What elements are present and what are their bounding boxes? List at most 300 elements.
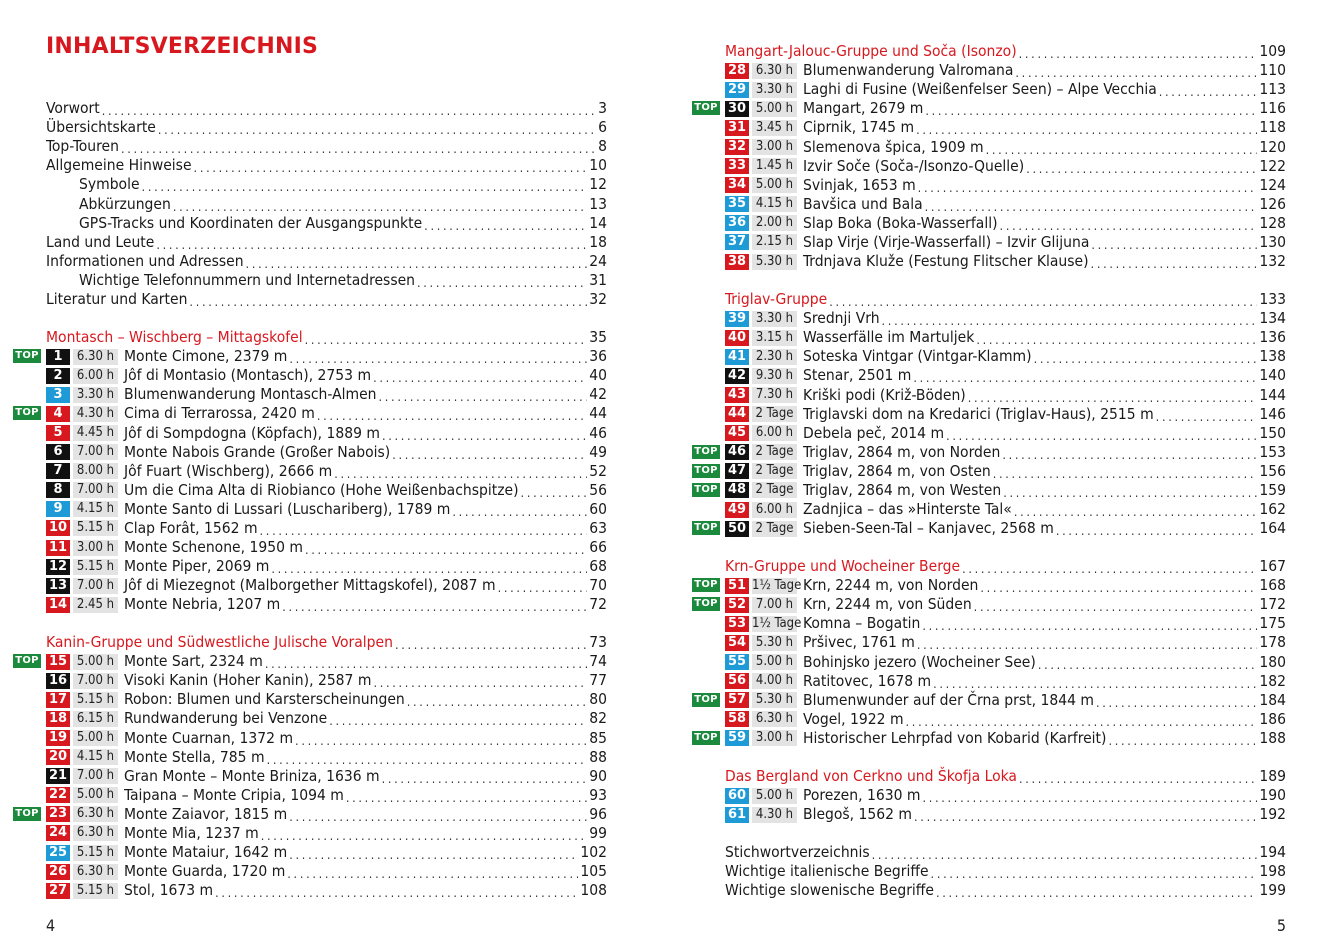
section-mangart <box>694 42 1286 271</box>
toc-entry[interactable] <box>46 233 607 252</box>
tour-page: 80 <box>589 690 607 709</box>
tour-entry[interactable] <box>725 366 1286 385</box>
tour-duration: 2.30 h <box>752 349 797 365</box>
tour-page: 122 <box>1259 156 1286 175</box>
tour-entry[interactable] <box>46 557 607 576</box>
top-tour-badge: TOP <box>13 654 41 668</box>
tour-name: Bohinjsko jezero (Wocheiner See) <box>803 652 1036 671</box>
tour-entry[interactable] <box>725 405 1286 424</box>
tour-number-badge: 37 <box>725 234 749 250</box>
tour-duration: 5.00 h <box>73 654 118 670</box>
tour-name: Ciprnik, 1745 m <box>803 118 915 137</box>
tour-duration: 5.30 h <box>752 254 797 270</box>
entry-page: 12 <box>589 175 607 194</box>
tour-entry[interactable] <box>725 118 1286 137</box>
tour-entry[interactable] <box>46 366 607 385</box>
tour-duration: 4.15 h <box>752 196 797 212</box>
tour-entry[interactable] <box>46 690 607 709</box>
toc-entry[interactable] <box>46 118 607 137</box>
tour-number-badge: 35 <box>725 196 749 212</box>
leader-dots <box>189 294 587 309</box>
tour-entry[interactable] <box>725 137 1286 156</box>
tour-page: 70 <box>589 576 607 595</box>
tour-duration: 3.00 h <box>752 139 797 155</box>
tour-entry[interactable] <box>694 480 1286 500</box>
tour-number-badge: 33 <box>725 158 749 174</box>
entry-title: GPS-Tracks und Koordinaten der Ausgangspunkte <box>79 213 423 232</box>
leader-dots <box>261 828 588 843</box>
tour-duration: 3.45 h <box>752 120 797 136</box>
tour-number-badge: 42 <box>725 368 749 384</box>
tour-page: 110 <box>1259 61 1286 80</box>
leader-dots <box>933 676 1257 691</box>
tour-entry[interactable] <box>694 595 1286 614</box>
tour-duration: 7.30 h <box>752 387 797 403</box>
tour-duration: 6.00 h <box>752 425 797 441</box>
tour-entry[interactable] <box>46 576 607 595</box>
tour-entry[interactable] <box>46 519 607 538</box>
entry-title: Informationen und Adressen <box>46 251 244 270</box>
leader-dots <box>936 885 1257 900</box>
tour-number-badge: 54 <box>725 635 749 651</box>
leader-dots <box>271 561 587 576</box>
tour-name: Clap Forât, 1562 m <box>124 518 258 537</box>
toc-entry[interactable] <box>725 881 1286 900</box>
tour-duration: 4.30 h <box>752 807 797 823</box>
tour-duration: 5.15 h <box>73 883 118 899</box>
tour-duration: 5.15 h <box>73 520 118 536</box>
tour-page: 146 <box>1259 404 1286 423</box>
tour-entry[interactable] <box>46 671 607 690</box>
entry-title: Literatur und Karten <box>46 289 188 308</box>
toc-entry[interactable] <box>46 99 607 118</box>
leader-dots <box>872 847 1258 862</box>
tour-name: Vogel, 1922 m <box>803 709 904 728</box>
leader-dots <box>379 389 588 404</box>
tour-number-badge: 30 <box>725 101 749 117</box>
tour-duration: 4.30 h <box>73 406 118 422</box>
section-heading[interactable] <box>725 42 1286 61</box>
tour-number-badge: 15 <box>46 654 70 670</box>
tour-duration: 1½ Tage <box>752 615 802 631</box>
tour-name: Slap Boka (Boka-Wasserfall) <box>803 213 998 232</box>
tour-entry[interactable] <box>46 767 607 786</box>
toc-entry[interactable] <box>46 194 607 213</box>
tour-page: 82 <box>589 709 607 728</box>
section-heading[interactable] <box>725 557 1286 576</box>
tour-duration: 8.00 h <box>73 463 118 479</box>
tour-page: 56 <box>589 480 607 499</box>
tour-number-badge: 44 <box>725 406 749 422</box>
leader-dots <box>121 141 596 156</box>
tour-duration: 7.00 h <box>73 768 118 784</box>
tour-page: 124 <box>1259 175 1286 194</box>
section-cerkno <box>725 767 1286 824</box>
tour-duration: 7.00 h <box>73 482 118 498</box>
leader-dots <box>373 370 587 385</box>
tour-name: Monte Mia, 1237 m <box>124 823 259 842</box>
leader-dots <box>1056 523 1258 538</box>
tour-entry[interactable] <box>725 195 1286 214</box>
leader-dots <box>265 656 587 671</box>
tour-duration: 3.00 h <box>752 730 797 746</box>
tour-page: 184 <box>1259 690 1286 709</box>
tour-name: Monte Schenone, 1950 m <box>124 538 303 557</box>
leader-dots <box>986 142 1258 157</box>
tour-name: Monte Stella, 785 m <box>124 747 265 766</box>
toc-entry[interactable] <box>46 156 607 175</box>
tour-entry[interactable] <box>46 462 607 481</box>
tour-entry[interactable] <box>725 633 1286 652</box>
leader-dots <box>158 122 596 137</box>
tour-number-badge: 32 <box>725 139 749 155</box>
tour-name: Bavšica und Bala <box>803 194 923 213</box>
tour-entry[interactable] <box>694 99 1286 118</box>
tour-name: Debela peč, 2014 m <box>803 423 945 442</box>
leader-dots <box>1038 657 1258 672</box>
tour-number-badge: 8 <box>46 482 70 498</box>
tour-name: Jôf di Sompdogna (Köpfach), 1889 m <box>124 423 380 442</box>
tour-name: Monte Nabois Grande (Großer Nabois) <box>124 442 391 461</box>
tour-entry[interactable] <box>725 328 1286 347</box>
tour-entry[interactable] <box>46 862 607 881</box>
tour-page: 178 <box>1259 633 1286 652</box>
section-heading[interactable] <box>725 290 1286 309</box>
tour-entry[interactable] <box>46 443 607 462</box>
tour-duration: 2 Tage <box>752 406 797 422</box>
tour-name: Blumenwunder auf der Črna prst, 1844 m <box>803 690 1094 709</box>
page-number-left: 4 <box>46 916 56 935</box>
section-heading[interactable] <box>46 633 607 652</box>
tour-number-badge: 7 <box>46 463 70 479</box>
leader-dots <box>173 199 587 214</box>
toc-entry[interactable] <box>46 175 607 194</box>
tour-page: 134 <box>1259 309 1286 328</box>
tour-entry[interactable] <box>46 500 607 519</box>
tour-number-badge: 40 <box>725 330 749 346</box>
tour-number-badge: 23 <box>46 806 70 822</box>
tour-number-badge: 53 <box>725 616 749 632</box>
tour-page: 156 <box>1259 461 1286 480</box>
section-montasch <box>15 328 607 614</box>
leader-dots <box>946 428 1257 443</box>
top-tour-badge: TOP <box>692 597 720 611</box>
tour-entry[interactable] <box>725 347 1286 366</box>
tour-name: Triglav, 2864 m, von Osten <box>803 461 991 480</box>
section-heading[interactable] <box>46 328 607 347</box>
tour-number-badge: 2 <box>46 368 70 384</box>
toc-entry[interactable] <box>46 137 607 156</box>
tour-page: 118 <box>1259 118 1286 137</box>
tour-entry[interactable] <box>725 786 1286 805</box>
tour-number-badge: 20 <box>46 749 70 765</box>
leader-dots <box>922 790 1257 805</box>
tour-number-badge: 45 <box>725 425 749 441</box>
tour-number-badge: 22 <box>46 787 70 803</box>
tour-duration: 3.30 h <box>73 387 118 403</box>
leader-dots <box>914 809 1257 824</box>
tour-entry[interactable] <box>46 595 607 614</box>
leader-dots <box>1034 351 1258 366</box>
section-kanin <box>15 633 607 900</box>
tour-duration: 4.45 h <box>73 425 118 441</box>
tour-name: Izvir Soče (Soča-/Isonzo-Quelle) <box>803 156 1025 175</box>
tour-page: 85 <box>589 728 607 747</box>
tour-entry[interactable] <box>725 61 1286 80</box>
tour-number-badge: 18 <box>46 711 70 727</box>
tour-entry[interactable] <box>15 804 607 824</box>
tour-page: 188 <box>1259 728 1286 747</box>
tour-entry[interactable] <box>46 709 607 728</box>
leader-dots <box>317 408 587 423</box>
tour-entry[interactable] <box>46 538 607 557</box>
tour-entry[interactable] <box>725 176 1286 195</box>
toc-entry[interactable] <box>46 252 607 271</box>
entry-page: 32 <box>589 289 607 308</box>
tour-page: 180 <box>1259 652 1286 671</box>
tour-number-badge: 4 <box>46 406 70 422</box>
tour-entry[interactable] <box>15 404 607 423</box>
leader-dots <box>392 447 587 462</box>
tour-duration: 5.00 h <box>752 654 797 670</box>
entry-title: Wichtige italienische Begriffe <box>725 862 929 881</box>
leader-dots <box>1091 256 1258 271</box>
entry-title: Land und Leute <box>46 232 155 251</box>
tour-entry[interactable] <box>15 652 607 671</box>
tour-name: Monte Nebria, 1207 m <box>124 595 281 614</box>
tour-page: 63 <box>589 518 607 537</box>
tour-duration: 6.30 h <box>73 864 118 880</box>
leader-dots <box>452 504 587 519</box>
leader-dots <box>156 237 587 252</box>
leader-dots <box>521 485 588 500</box>
leader-dots <box>1014 504 1258 519</box>
tour-entry[interactable] <box>46 881 607 900</box>
top-tour-badge: TOP <box>692 731 720 745</box>
tour-name: Monte Sart, 2324 m <box>124 652 263 671</box>
leader-dots <box>968 390 1258 405</box>
tour-page: 46 <box>589 423 607 442</box>
tour-number-badge: 57 <box>725 692 749 708</box>
tour-duration: 6.30 h <box>752 711 797 727</box>
leader-dots <box>194 160 588 175</box>
tour-entry[interactable] <box>725 614 1286 633</box>
tour-entry[interactable] <box>725 233 1286 252</box>
tour-entry[interactable] <box>725 157 1286 176</box>
toc-entry[interactable] <box>46 271 607 290</box>
tour-page: 36 <box>589 347 607 366</box>
section-title: Triglav-Gruppe <box>725 290 828 309</box>
entry-title: Übersichtskarte <box>46 118 156 137</box>
top-tour-badge: TOP <box>692 101 720 115</box>
tour-name: Trdnjava Kluže (Festung Flitscher Klause) <box>803 252 1089 271</box>
tour-entry[interactable] <box>694 690 1286 710</box>
tour-name: Monte Cuarnan, 1372 m <box>124 728 294 747</box>
tour-duration: 5.00 h <box>752 788 797 804</box>
tour-entry[interactable] <box>725 309 1286 328</box>
top-tour-badge: TOP <box>692 578 720 592</box>
left-page <box>15 0 607 951</box>
tour-page: 172 <box>1259 595 1286 614</box>
tour-number-badge: 3 <box>46 387 70 403</box>
tour-number-badge: 27 <box>46 883 70 899</box>
tour-entry[interactable] <box>725 672 1286 691</box>
tour-entry[interactable] <box>15 347 607 366</box>
tour-duration: 1½ Tage <box>752 577 802 593</box>
tour-number-badge: 28 <box>725 63 749 79</box>
toc-entry[interactable] <box>46 290 607 309</box>
page-title: INHALTSVERZEICHNIS <box>46 34 319 59</box>
tour-name: Krn, 2244 m, von Süden <box>803 595 972 614</box>
section-heading[interactable] <box>725 767 1286 786</box>
tour-duration: 2 Tage <box>752 482 797 498</box>
tour-duration: 3.00 h <box>73 540 118 556</box>
leader-dots <box>373 675 587 690</box>
tour-page: 153 <box>1259 442 1286 461</box>
tour-entry[interactable] <box>46 843 607 862</box>
tour-entry[interactable] <box>725 252 1286 271</box>
tour-duration: 4.15 h <box>73 501 118 517</box>
leader-dots <box>916 122 1257 137</box>
tour-duration: 7.00 h <box>752 597 797 613</box>
tour-name: Wasserfälle im Martuljek <box>803 328 975 347</box>
tour-entry[interactable] <box>725 424 1286 443</box>
tour-entry[interactable] <box>46 423 607 442</box>
entry-page: 31 <box>589 270 607 289</box>
leader-dots <box>305 542 587 557</box>
tour-entry[interactable] <box>46 385 607 404</box>
tour-name: Porezen, 1630 m <box>803 786 921 805</box>
top-tour-badge: TOP <box>692 445 720 459</box>
section-page: 35 <box>589 328 607 347</box>
tour-page: 49 <box>589 442 607 461</box>
tour-number-badge: 60 <box>725 788 749 804</box>
section-triglav <box>694 290 1286 538</box>
tour-entry[interactable] <box>725 500 1286 519</box>
leader-dots <box>287 866 578 881</box>
tour-page: 113 <box>1259 80 1286 99</box>
tour-number-badge: 6 <box>46 444 70 460</box>
tour-page: 60 <box>589 499 607 518</box>
tour-duration: 2.15 h <box>752 234 797 250</box>
tour-entry[interactable] <box>694 519 1286 538</box>
leader-dots <box>289 351 587 366</box>
tour-page: 44 <box>589 404 607 423</box>
back-matter-list <box>725 843 1286 900</box>
tour-entry[interactable] <box>694 728 1286 748</box>
leader-dots <box>305 332 588 347</box>
tour-name: Monte Cimone, 2379 m <box>124 347 288 366</box>
tour-number-badge: 46 <box>725 444 749 460</box>
tour-duration: 5.30 h <box>752 635 797 651</box>
tour-page: 102 <box>580 843 607 862</box>
tour-entry[interactable] <box>725 710 1286 729</box>
tour-duration: 7.00 h <box>73 444 118 460</box>
leader-dots <box>334 466 587 481</box>
entry-title: Abkürzungen <box>79 194 171 213</box>
right-page <box>694 0 1286 951</box>
leader-dots <box>246 256 588 271</box>
tour-page: 159 <box>1259 480 1286 499</box>
tour-duration: 6.30 h <box>73 825 118 841</box>
leader-dots <box>976 332 1257 347</box>
tour-duration: 6.30 h <box>73 349 118 365</box>
entry-title: Symbole <box>79 175 140 194</box>
tour-name: Historischer Lehrpfad von Kobarid (Karfreit) <box>803 728 1107 747</box>
tour-number-badge: 55 <box>725 654 749 670</box>
tour-duration: 5.15 h <box>73 559 118 575</box>
tour-number-badge: 58 <box>725 711 749 727</box>
entry-page: 199 <box>1259 881 1286 900</box>
tour-page: 126 <box>1259 194 1286 213</box>
tour-entry[interactable] <box>694 442 1286 462</box>
tour-number-badge: 12 <box>46 559 70 575</box>
tour-duration: 6.30 h <box>73 806 118 822</box>
tour-duration: 5.15 h <box>73 692 118 708</box>
tour-entry[interactable] <box>725 652 1286 671</box>
section-page: 189 <box>1259 767 1286 786</box>
tour-entry[interactable] <box>725 805 1286 824</box>
tour-number-badge: 25 <box>46 845 70 861</box>
tour-page: 168 <box>1259 576 1286 595</box>
tour-entry[interactable] <box>725 214 1286 233</box>
tour-page: 99 <box>589 823 607 842</box>
tour-name: Krn, 2244 m, von Norden <box>803 576 979 595</box>
tour-number-badge: 17 <box>46 692 70 708</box>
tour-number-badge: 26 <box>46 864 70 880</box>
tour-page: 93 <box>589 785 607 804</box>
tour-name: Um die Cima Alta di Riobianco (Hohe Weißenbachspitze) <box>124 480 519 499</box>
tour-entry[interactable] <box>725 80 1286 99</box>
toc-entry[interactable] <box>725 843 1286 862</box>
toc-entry[interactable] <box>725 862 1286 881</box>
leader-dots <box>1091 237 1257 252</box>
tour-page: 144 <box>1259 385 1286 404</box>
tour-entry[interactable] <box>694 576 1286 595</box>
tour-entry[interactable] <box>46 481 607 500</box>
leader-dots <box>913 370 1257 385</box>
tour-duration: 9.30 h <box>752 368 797 384</box>
tour-number-badge: 39 <box>725 311 749 327</box>
tour-page: 77 <box>589 671 607 690</box>
entry-title: Wichtige Telefonnummern und Internetadressen <box>79 270 416 289</box>
toc-entry[interactable] <box>46 214 607 233</box>
section-page: 109 <box>1259 42 1286 61</box>
tour-entry[interactable] <box>725 385 1286 404</box>
tour-name: Laghi di Fusine (Weißenfelser Seen) – Alpe Vecchia <box>803 80 1157 99</box>
entry-page: 8 <box>598 137 607 156</box>
tour-name: Rundwanderung bei Venzone <box>124 709 328 728</box>
tour-entry[interactable] <box>46 786 607 805</box>
tour-name: Stenar, 2501 m <box>803 366 912 385</box>
leader-dots <box>1003 485 1257 500</box>
tour-entry[interactable] <box>694 461 1286 481</box>
tour-entry[interactable] <box>46 728 607 747</box>
section-krn <box>694 557 1286 748</box>
leader-dots <box>407 694 587 709</box>
tour-duration: 3.30 h <box>752 311 797 327</box>
section-page: 73 <box>589 633 607 652</box>
tour-entry[interactable] <box>46 824 607 843</box>
tour-entry[interactable] <box>46 748 607 767</box>
leader-dots <box>925 103 1257 118</box>
entry-page: 3 <box>598 99 607 118</box>
leader-dots <box>260 523 588 538</box>
leader-dots <box>917 637 1258 652</box>
tour-number-badge: 59 <box>725 730 749 746</box>
tour-number-badge: 36 <box>725 215 749 231</box>
leader-dots <box>346 790 587 805</box>
